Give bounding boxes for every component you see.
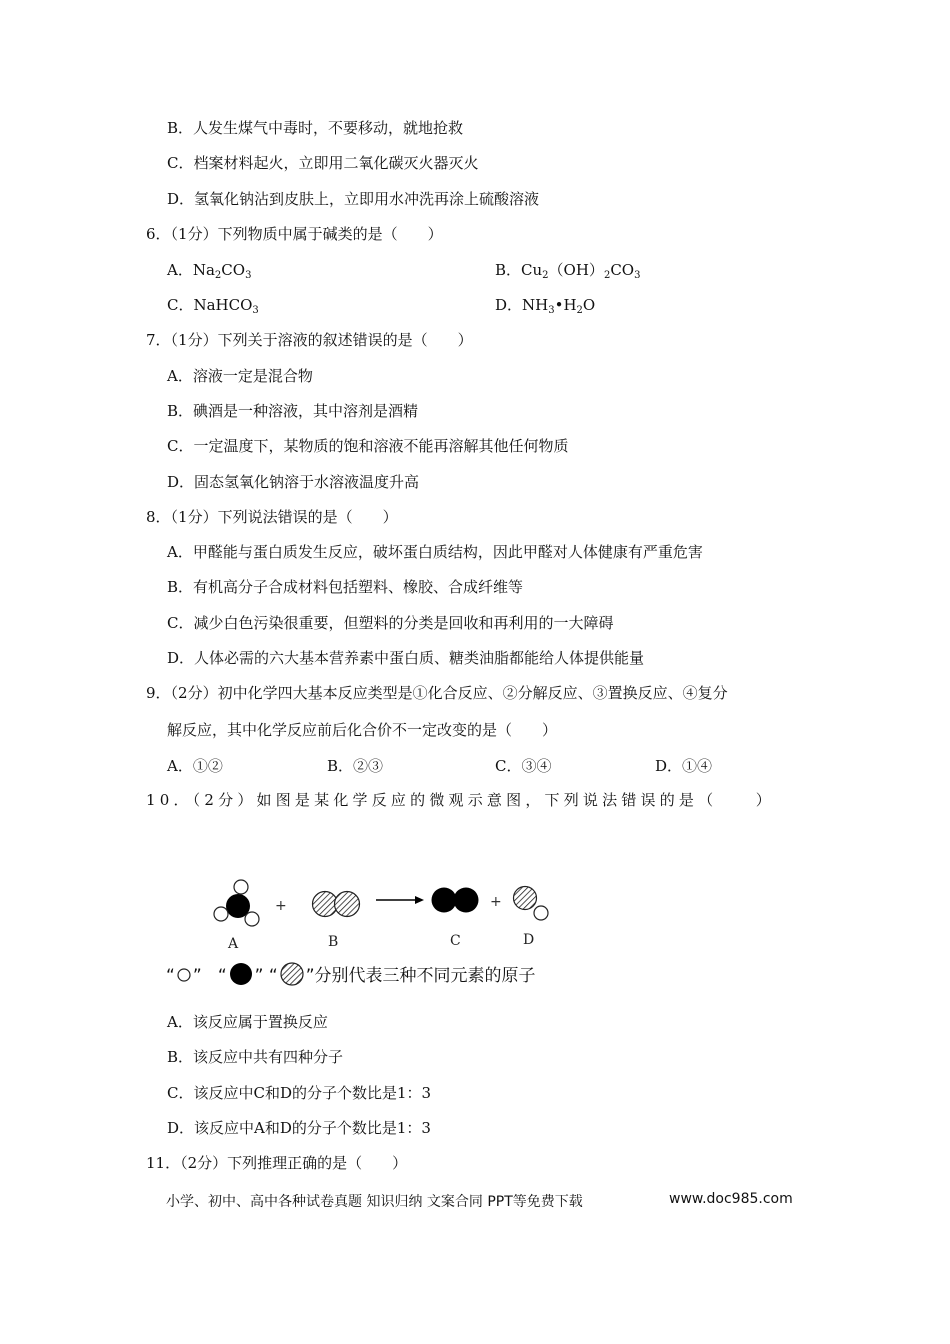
label-d: D [523, 932, 535, 948]
q5-option-c: C．档案材料起火，立即用二氧化碳灭火器灭火 [167, 154, 479, 172]
diagram-legend: “ ” “ ” “ ”分别代表三种不同元素的原子 [166, 962, 536, 988]
question-11: 11．（2分）下列推理正确的是（ ） [146, 1154, 408, 1172]
footer-text: 小学、初中、高中各种试卷真题 知识归纳 文案合同 PPT等免费下载 [166, 1194, 583, 1210]
footer-url[interactable]: www.doc985.com [669, 1191, 793, 1207]
q5-option-d: D．氢氧化钠沾到皮肤上，立即用水冲洗再涂上硫酸溶液 [167, 190, 540, 208]
q6-option-c: C．NaHCO$_3$ [167, 296, 259, 316]
q10-option-a: A．该反应属于置换反应 [167, 1013, 328, 1031]
page-footer [166, 1191, 793, 1211]
q7-option-c: C．一定温度下，某物质的饱和溶液不能再溶解其他任何物质 [167, 437, 569, 455]
q8-option-d: D．人体必需的六大基本营养素中蛋白质、糖类油脂都能给人体提供能量 [167, 649, 645, 667]
question-6: 6．（1分）下列物质中属于碱类的是（ ） [146, 225, 443, 243]
q10-option-b: B．该反应中共有四种分子 [167, 1048, 344, 1066]
label-b: B [328, 934, 339, 950]
q8-option-b: B．有机高分子合成材料包括塑料、橡胶、合成纤维等 [167, 578, 524, 596]
plus-sign-1: + [275, 898, 287, 914]
reaction-arrow-icon [376, 896, 424, 904]
white-atom-icon [175, 967, 193, 983]
q7-option-a: A．溶液一定是混合物 [167, 367, 313, 385]
q10-option-d: D．该反应中A和D的分子个数比是1：3 [167, 1119, 431, 1137]
hatched-atom-icon [278, 962, 306, 986]
q6-option-a: A．$Na_2CO_3$ [167, 261, 252, 281]
q9-option-a: A．①② [167, 757, 223, 775]
question-9-continued: 解反应，其中化学反应前后化合价不一定改变的是（ ） [167, 721, 558, 739]
label-c: C [450, 933, 461, 949]
plus-sign-2: + [490, 894, 502, 910]
question-9: 9．（2分）初中化学四大基本反应类型是①化合反应、②分解反应、③置换反应、④复分 [146, 684, 728, 702]
q7-option-b: B．碘酒是一种溶液，其中溶剂是酒精 [167, 402, 419, 420]
question-8: 8．（1分）下列说法错误的是（ ） [146, 508, 398, 526]
q6-option-d: D．$NH_3•H_2O$ [495, 296, 596, 316]
question-10: 10．（2分）如图是某化学反应的微观示意图，下列说法错误的是（ ） [146, 791, 775, 809]
q7-option-d: D．固态氢氧化钠溶于水溶液温度升高 [167, 473, 420, 491]
molecule-d [514, 887, 549, 921]
q9-option-b: B．②③ [327, 757, 384, 775]
q8-option-c: C．减少白色污染很重要，但塑料的分类是回收和再利用的一大障碍 [167, 614, 614, 632]
q5-option-b: B．人发生煤气中毒时，不要移动，就地抢救 [167, 119, 464, 137]
q6-option-b: B．$Cu_2(OH)_2CO_3$ [495, 261, 641, 281]
question-7: 7．（1分）下列关于溶液的叙述错误的是（ ） [146, 331, 473, 349]
q10-option-c: C．该反应中C和D的分子个数比是1：3 [167, 1084, 432, 1102]
molecule-c [432, 888, 479, 913]
q9-option-d: D．①④ [655, 757, 713, 775]
q9-option-c: C．③④ [495, 757, 552, 775]
q8-option-a: A．甲醛能与蛋白质发生反应，破坏蛋白质结构，因此甲醛对人体健康有严重危害 [167, 543, 703, 561]
molecule-a [214, 880, 259, 926]
molecule-b [313, 892, 360, 917]
black-atom-icon [227, 962, 255, 986]
label-a: A [228, 936, 239, 952]
